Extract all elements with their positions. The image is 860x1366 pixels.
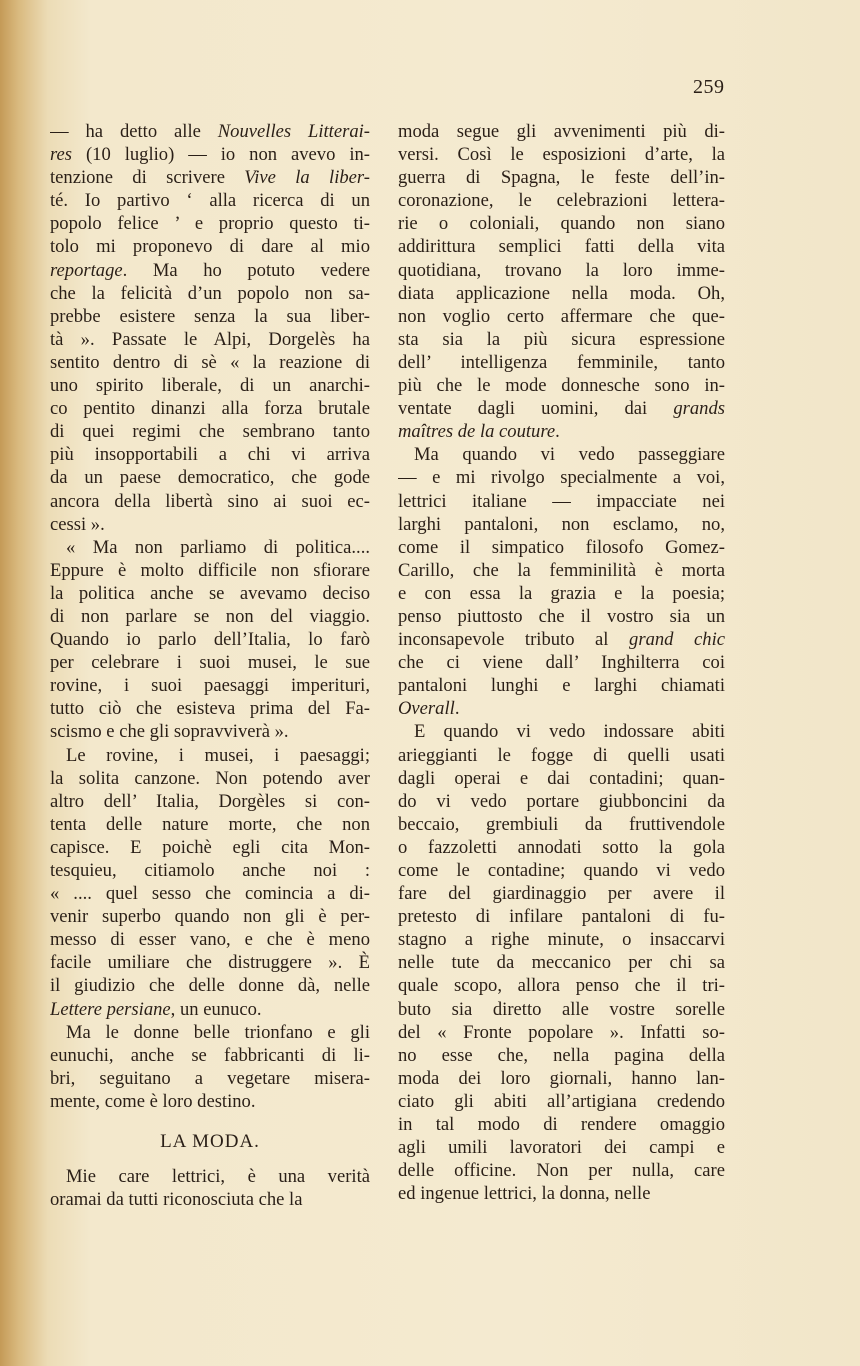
text-line: ventate dagli uomini, dai grands	[398, 398, 725, 420]
text-line: ed ingenue lettrici, la donna, nelle	[398, 1183, 651, 1205]
text-line: fare del giardinaggio per avere il	[398, 883, 725, 905]
text-line: quale scopo, allora penso che il tri-	[398, 975, 725, 997]
text-line: in tal modo di rendere omaggio	[398, 1114, 725, 1136]
text-line: — e mi rivolgo specialmente a voi,	[398, 467, 725, 489]
text-line: stagno a righe minute, o insaccarvi	[398, 929, 725, 951]
paragraph	[50, 744, 370, 1021]
text-line: tenta delle nature morte, che non	[50, 813, 370, 835]
text-line: Carillo, che la femminilità è morta	[398, 559, 725, 581]
text-line: Overall.	[398, 698, 460, 720]
paragraph	[398, 720, 725, 1205]
text-line: del « Fronte popolare ». Infatti so-	[398, 1021, 725, 1043]
text-line: Lettere persiane, un eunuco.	[50, 998, 262, 1020]
page-number: 259	[693, 76, 725, 98]
text-line: altro dell’ Italia, Dorgèles si con-	[50, 790, 370, 812]
text-line: Mie care lettrici, è una verità	[66, 1166, 370, 1188]
text-line: tà ». Passate le Alpi, Dorgelès ha	[50, 328, 370, 350]
text-line: diata applicazione nella moda. Oh,	[398, 282, 725, 304]
text-line: tutto ciò che esisteva prima del Fa-	[50, 698, 370, 720]
text-line: e con essa la grazia e la poesia;	[398, 582, 725, 604]
paragraph	[398, 443, 725, 720]
text-line: buto sia diretto alle vostre sorelle	[398, 998, 725, 1020]
text-line: rovine, i suoi paesaggi imperituri,	[50, 675, 370, 697]
text-line: tesquieu, citiamolo anche noi :	[50, 860, 370, 881]
text-line: do vi vedo portare giubboncini da	[398, 790, 725, 812]
text-line: o fazzoletti annodati sotto la gola	[398, 836, 725, 858]
text-line: il giudizio che delle donne dà, nelle	[50, 975, 370, 997]
paragraph	[50, 120, 370, 536]
section-heading: LA MODA.	[160, 1131, 260, 1153]
text-line: co pentito dinanzi alla forza brutale	[50, 398, 370, 420]
text-line: di non parlare se non del viaggio.	[50, 605, 370, 627]
text-line: penso piuttosto che il vostro sia un	[398, 605, 725, 627]
text-line: tolo mi proponevo di dare al mio	[50, 236, 370, 258]
paragraph	[50, 536, 370, 744]
text-line: beccaio, grembiuli da fruttivendole	[398, 813, 725, 835]
text-line: addirittura semplici fatti della vita	[398, 236, 725, 258]
text-line: venir superbo quando non gli è per-	[50, 906, 370, 928]
text-line: moda segue gli avvenimenti più di-	[398, 121, 725, 142]
text-line: dell’ intelligenza femminile, tanto	[398, 351, 725, 373]
text-line: rie o coloniali, quando non siano	[398, 213, 725, 235]
text-line: la solita canzone. Non potendo aver	[50, 767, 370, 789]
text-line: popolo felice ’ e proprio questo ti-	[50, 213, 370, 235]
text-line: scismo e che gli sopravviverà ».	[50, 721, 289, 743]
left-column	[50, 120, 370, 1211]
text-line: non voglio certo affermare che que-	[398, 305, 725, 327]
text-line: facile umiliare che distruggere ». È	[50, 952, 370, 974]
text-line: come le contadine; quando vi vedo	[398, 860, 725, 881]
text-line: no esse che, nella pagina della	[398, 1044, 725, 1066]
text-line: Eppure è molto difficile non sfiorare	[50, 559, 370, 581]
text-line: larghi pantaloni, non esclamo, no,	[398, 513, 725, 535]
text-line: — ha detto alle Nouvelles Litterai-	[50, 121, 370, 142]
right-column	[398, 120, 725, 1205]
text-line: Le rovine, i musei, i paesaggi;	[66, 744, 370, 766]
text-line: quotidiana, trovano la loro imme-	[398, 259, 725, 281]
text-line: oramai da tutti riconosciuta che la	[50, 1189, 303, 1211]
text-line: uno spirito liberale, di un anarchi-	[50, 375, 370, 397]
text-line: più che le mode donnesche sono in-	[398, 375, 725, 397]
text-line: prebbe esistere senza la sua liber-	[50, 305, 370, 327]
text-line: lettrici italiane — impacciate nei	[398, 490, 725, 512]
text-line: per celebrare i suoi musei, le sue	[50, 652, 370, 674]
text-line: reportage. Ma ho potuto vedere	[50, 259, 370, 281]
text-line: Ma le donne belle trionfano e gli	[66, 1021, 370, 1043]
paragraph	[50, 1021, 370, 1113]
text-line: dagli operai e dai contadini; quan-	[398, 767, 725, 789]
text-line: ciato gli abiti all’artigiana credendo	[398, 1090, 725, 1112]
text-line: di quei regimi che sembrano tanto	[50, 421, 370, 443]
text-line: nelle tute da meccanico per chi sa	[398, 952, 725, 974]
text-line: pretesto di infilare pantaloni di fu-	[398, 906, 725, 928]
text-line: capisce. E poichè egli cita Mon-	[50, 836, 370, 858]
text-line: che la felicità d’un popolo non sa-	[50, 282, 370, 304]
text-line: la politica anche se avevamo deciso	[50, 582, 370, 604]
text-line: bri, seguitano a vegetare misera-	[50, 1067, 370, 1089]
paragraph	[50, 1165, 370, 1211]
text-line: tenzione di scrivere Vive la liber-	[50, 167, 370, 189]
text-line: maîtres de la couture.	[398, 421, 560, 443]
text-line: sta sia la più sicura espressione	[398, 328, 725, 350]
text-line: agli umili lavoratori dei campi e	[398, 1137, 725, 1159]
text-line: ancora della libertà sino ai suoi ec-	[50, 490, 370, 512]
text-line: guerra di Spagna, le feste dell’in-	[398, 167, 725, 189]
text-line: té. Io partivo ‘ alla ricerca di un	[50, 190, 370, 212]
text-line: « Ma non parliamo di politica....	[66, 536, 370, 558]
text-line: inconsapevole tributo al grand chic	[398, 629, 725, 651]
text-line: moda dei loro giornali, hanno lan-	[398, 1067, 725, 1089]
text-line: arieggianti le fogge di quelli usati	[398, 744, 725, 766]
text-line: mente, come è loro destino.	[50, 1090, 256, 1112]
text-line: Quando io parlo dell’Italia, lo farò	[50, 629, 370, 651]
text-line: più insopportabili a chi vi arriva	[50, 444, 370, 466]
text-line: che ci viene dall’ Inghilterra coi	[398, 652, 725, 674]
text-line: delle officine. Non per nulla, care	[398, 1160, 725, 1182]
text-line: coronazione, le celebrazioni lettera-	[398, 190, 725, 212]
text-line: eunuchi, anche se fabbricanti di li-	[50, 1044, 370, 1066]
text-line: Ma quando vi vedo passeggiare	[414, 444, 725, 466]
text-line: « .... quel sesso che comincia a di-	[50, 883, 370, 905]
text-line: sentito dentro di sè « la reazione di	[50, 351, 370, 373]
text-line: E quando vi vedo indossare abiti	[414, 721, 725, 743]
text-line: versi. Così le esposizioni d’arte, la	[398, 144, 725, 166]
text-line: res (10 luglio) — io non avevo in-	[50, 144, 370, 166]
paragraph	[398, 120, 725, 443]
text-line: come il simpatico filosofo Gomez-	[398, 536, 725, 558]
text-line: da un paese democratico, che gode	[50, 467, 370, 489]
text-line: messo di esser vano, e che è meno	[50, 929, 370, 951]
text-line: pantaloni lunghi e larghi chiamati	[398, 675, 725, 697]
text-line: cessi ».	[50, 513, 105, 535]
